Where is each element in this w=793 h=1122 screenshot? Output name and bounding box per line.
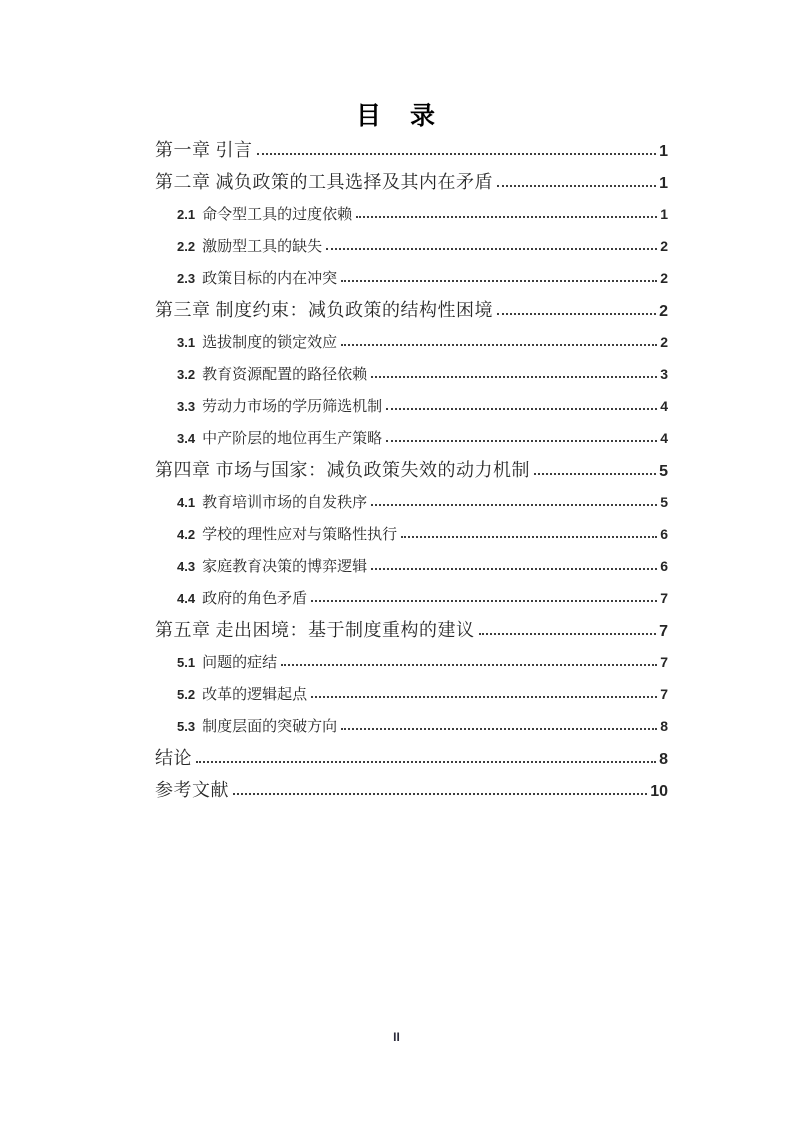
toc-entry-number: 5.2 (177, 687, 196, 702)
dot-leader (341, 728, 657, 730)
toc-entry-label: 中产阶层的地位再生产策略 (202, 431, 383, 447)
toc-entry-number: 2.1 (177, 207, 196, 222)
toc-entry-label: 第三章 制度约束：减负政策的结构性困境 (155, 300, 493, 320)
toc-entry-number: 3.3 (177, 399, 196, 414)
toc-entry-label: 第二章 减负政策的工具选择及其内在矛盾 (155, 172, 493, 192)
toc-entry[interactable] (155, 582, 668, 614)
toc-entry-page: 7 (660, 686, 668, 702)
toc-entry-label: 教育资源配置的路径依赖 (202, 367, 368, 383)
dot-leader (371, 504, 657, 506)
dot-leader (386, 408, 657, 410)
toc-entry[interactable] (155, 134, 668, 166)
toc-entry[interactable] (155, 774, 668, 806)
dot-leader (233, 793, 647, 795)
toc-entry-page: 5 (660, 494, 668, 510)
toc-entry-page: 2 (659, 303, 668, 320)
toc-entry-label: 劳动力市场的学历筛选机制 (202, 399, 383, 415)
dot-leader (479, 633, 657, 635)
toc-entry[interactable] (155, 678, 668, 710)
toc-entry-page: 6 (660, 558, 668, 574)
dot-leader (371, 568, 657, 570)
toc-entry-page: 5 (659, 463, 668, 480)
toc-list (155, 134, 668, 806)
toc-entry-label: 选拔制度的锁定效应 (202, 335, 338, 351)
toc-entry[interactable] (155, 742, 668, 774)
toc-entry-label: 第五章 走出困境：基于制度重构的建议 (155, 620, 475, 640)
toc-entry-page: 4 (660, 398, 668, 414)
toc-entry-page: 3 (660, 366, 668, 382)
dot-leader (386, 440, 657, 442)
toc-entry-page: 2 (660, 238, 668, 254)
toc-entry-number: 4.4 (177, 591, 196, 606)
toc-entry-label: 改革的逻辑起点 (202, 687, 308, 703)
toc-entry-label: 结论 (155, 748, 192, 768)
toc-entry-page: 8 (659, 751, 668, 768)
toc-entry-number: 4.3 (177, 559, 196, 574)
toc-entry-page: 7 (660, 654, 668, 670)
toc-entry-number: 2.3 (177, 271, 196, 286)
dot-leader (196, 761, 656, 763)
dot-leader (326, 248, 657, 250)
toc-entry-label: 政策目标的内在冲突 (202, 271, 338, 287)
dot-leader (534, 473, 656, 475)
footer-page-number: II (393, 1030, 400, 1044)
dot-leader (341, 344, 657, 346)
toc-entry-label: 第一章 引言 (155, 140, 253, 160)
toc-entry[interactable] (155, 166, 668, 198)
dot-leader (497, 313, 656, 315)
dot-leader (401, 536, 657, 538)
toc-entry[interactable] (155, 550, 668, 582)
toc-entry[interactable] (155, 646, 668, 678)
toc-entry-label: 学校的理性应对与策略性执行 (202, 527, 398, 543)
toc-entry-label: 制度层面的突破方向 (202, 719, 338, 735)
toc-entry-page: 1 (659, 175, 668, 192)
toc-entry-page: 10 (650, 783, 668, 800)
toc-entry-label: 家庭教育决策的博弈逻辑 (202, 559, 368, 575)
toc-entry[interactable] (155, 230, 668, 262)
dot-leader (371, 376, 657, 378)
toc-entry-label: 第四章 市场与国家：减负政策失效的动力机制 (155, 460, 530, 480)
toc-entry-number: 3.4 (177, 431, 196, 446)
toc-entry-number: 3.1 (177, 335, 196, 350)
dot-leader (311, 600, 657, 602)
toc-entry-label: 教育培训市场的自发秩序 (202, 495, 368, 511)
toc-entry-label: 激励型工具的缺失 (202, 239, 323, 255)
toc-entry[interactable] (155, 294, 668, 326)
toc-entry-page: 8 (660, 718, 668, 734)
dot-leader (281, 664, 657, 666)
toc-entry[interactable] (155, 390, 668, 422)
toc-entry-number: 4.2 (177, 527, 196, 542)
toc-entry[interactable] (155, 518, 668, 550)
toc-entry[interactable] (155, 262, 668, 294)
toc-entry[interactable] (155, 710, 668, 742)
toc-entry[interactable] (155, 198, 668, 230)
toc-entry-number: 3.2 (177, 367, 196, 382)
toc-entry[interactable] (155, 422, 668, 454)
toc-entry-label: 命令型工具的过度依赖 (202, 207, 353, 223)
toc-entry-label: 问题的症结 (202, 655, 278, 671)
toc-entry-number: 5.3 (177, 719, 196, 734)
dot-leader (311, 696, 657, 698)
toc-entry[interactable] (155, 486, 668, 518)
toc-entry[interactable] (155, 614, 668, 646)
toc-entry[interactable] (155, 326, 668, 358)
page-title: 目 录 (355, 102, 437, 130)
toc-entry-number: 2.2 (177, 239, 196, 254)
toc-entry-label: 政府的角色矛盾 (202, 591, 308, 607)
toc-entry-page: 1 (660, 206, 668, 222)
toc-entry-page: 2 (660, 334, 668, 350)
toc-entry-page: 2 (660, 270, 668, 286)
toc-entry-page: 7 (660, 590, 668, 606)
toc-entry-page: 4 (660, 430, 668, 446)
toc-entry-page: 7 (659, 623, 668, 640)
dot-leader (356, 216, 657, 218)
dot-leader (497, 185, 656, 187)
dot-leader (257, 153, 657, 155)
toc-entry-number: 5.1 (177, 655, 196, 670)
dot-leader (341, 280, 657, 282)
toc-entry-label: 参考文献 (155, 780, 229, 800)
toc-entry[interactable] (155, 358, 668, 390)
toc-entry-page: 6 (660, 526, 668, 542)
toc-entry-number: 4.1 (177, 495, 196, 510)
toc-entry-page: 1 (659, 143, 668, 160)
toc-entry[interactable] (155, 454, 668, 486)
